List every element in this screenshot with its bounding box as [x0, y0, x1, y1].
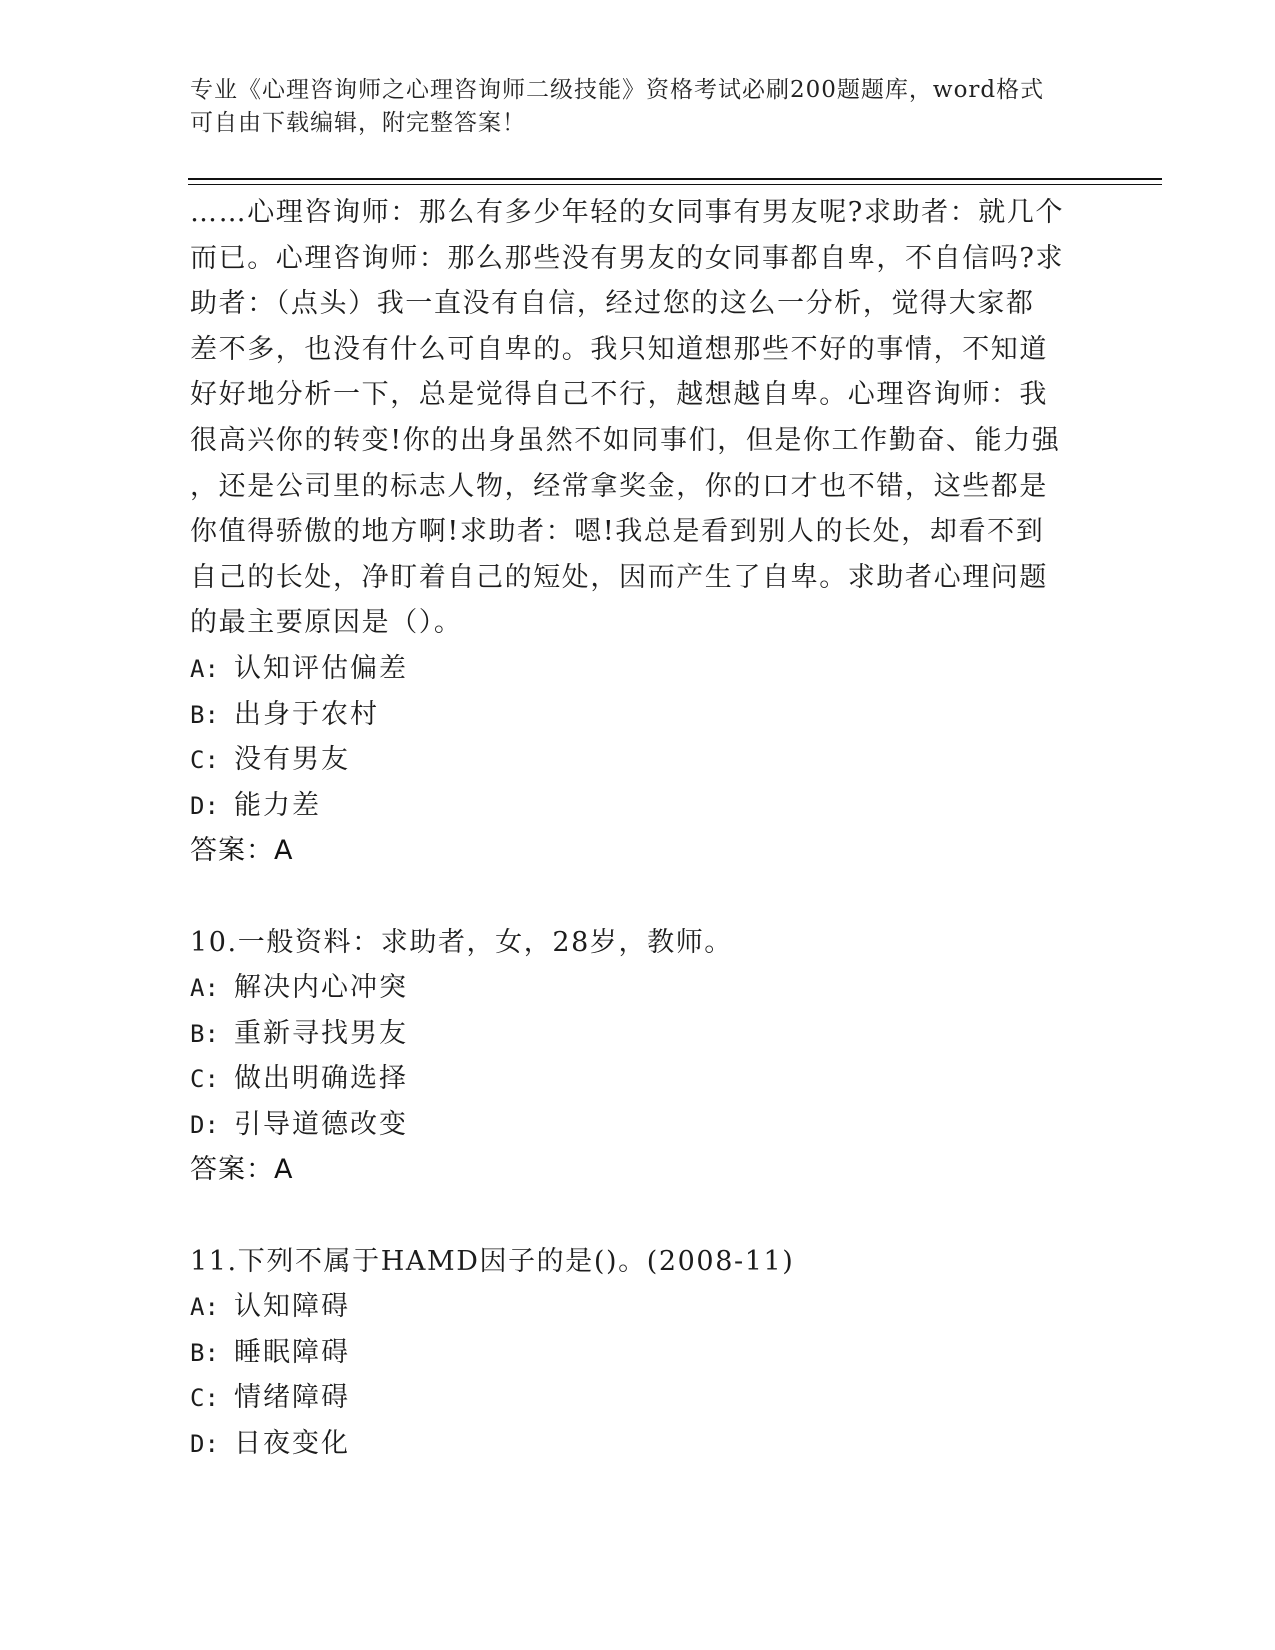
option-key: A: [190, 654, 219, 683]
question-passage [190, 190, 1090, 646]
option-text: 解决内心冲突 [234, 972, 408, 1004]
passage-line: 你值得骄傲的地方啊!求助者：嗯!我总是看到别人的长处，却看不到 [190, 516, 1045, 548]
option-c [190, 737, 1090, 783]
option-b [190, 1011, 1090, 1057]
document-header [190, 74, 1070, 140]
option-b [190, 1330, 1090, 1376]
passage-line: 的最主要原因是（）。 [190, 607, 463, 639]
question-9 [190, 190, 1090, 874]
option-a [190, 646, 1090, 692]
option-text: 认知障碍 [234, 1291, 350, 1323]
option-text: 情绪障碍 [234, 1382, 350, 1414]
passage-line: 很高兴你的转变!你的出身虽然不如同事们，但是你工作勤奋、能力强 [190, 424, 1061, 456]
option-key: A: [190, 1293, 219, 1322]
option-c [190, 1056, 1090, 1102]
header-rule-thin [188, 184, 1162, 185]
option-key: B: [190, 700, 219, 729]
option-key: B: [190, 1019, 219, 1048]
passage-line: ……心理咨询师：那么有多少年轻的女同事有男友呢?求助者：就几个 [190, 197, 1065, 228]
option-text: 日夜变化 [234, 1428, 350, 1460]
document-body [190, 190, 1090, 1467]
option-d [190, 1421, 1090, 1467]
option-text: 认知评估偏差 [234, 652, 408, 684]
option-text: 没有男友 [234, 744, 350, 776]
option-key: D: [190, 1110, 219, 1139]
option-c [190, 1375, 1090, 1421]
option-text: 出身于农村 [234, 698, 379, 730]
option-a [190, 1284, 1090, 1330]
option-text: 睡眠障碍 [234, 1336, 350, 1368]
option-key: C: [190, 746, 219, 775]
option-key: C: [190, 1065, 219, 1094]
answer-line: 答案：A [190, 1154, 294, 1186]
spacer [190, 874, 1090, 920]
option-d [190, 783, 1090, 829]
header-line-2: 可自由下载编辑，附完整答案！ [190, 110, 526, 136]
option-text: 引导道德改变 [234, 1108, 408, 1140]
header-line-1: 专业《心理咨询师之心理咨询师二级技能》资格考试必刷200题题库，word格式 [190, 77, 1045, 103]
passage-line: ，还是公司里的标志人物，经常拿奖金，你的口才也不错，这些都是 [190, 470, 1048, 502]
option-key: A: [190, 974, 219, 1003]
option-d [190, 1102, 1090, 1148]
option-b [190, 692, 1090, 738]
option-key: B: [190, 1338, 219, 1367]
option-key: D: [190, 1430, 219, 1459]
option-text: 重新寻找男友 [234, 1017, 408, 1049]
option-text: 能力差 [234, 789, 321, 821]
answer-line: 答案：A [190, 835, 294, 867]
option-text: 做出明确选择 [234, 1063, 408, 1095]
question-10 [190, 920, 1090, 1194]
question-11 [190, 1239, 1090, 1467]
passage-line: 自己的长处，净盯着自己的短处，因而产生了自卑。求助者心理问题 [190, 561, 1048, 593]
passage-line: 助者：（点头）我一直没有自信，经过您的这么一分析，觉得大家都 [190, 288, 1035, 320]
passage-line: 差不多，也没有什么可自卑的。我只知道想那些不好的事情，不知道 [190, 333, 1048, 365]
option-key: D: [190, 791, 219, 820]
spacer [190, 1193, 1090, 1239]
question-title: 10.一般资料：求助者，女，28岁，教师。 [190, 926, 733, 958]
option-key: C: [190, 1384, 219, 1413]
passage-line: 而已。心理咨询师：那么那些没有男友的女同事都自卑，不自信吗?求 [190, 242, 1065, 274]
option-a [190, 965, 1090, 1011]
passage-line: 好好地分析一下，总是觉得自己不行，越想越自卑。心理咨询师：我 [190, 379, 1048, 411]
header-rule-thick [188, 178, 1162, 180]
question-title: 11.下列不属于HAMD因子的是()。(2008-11) [190, 1245, 795, 1277]
